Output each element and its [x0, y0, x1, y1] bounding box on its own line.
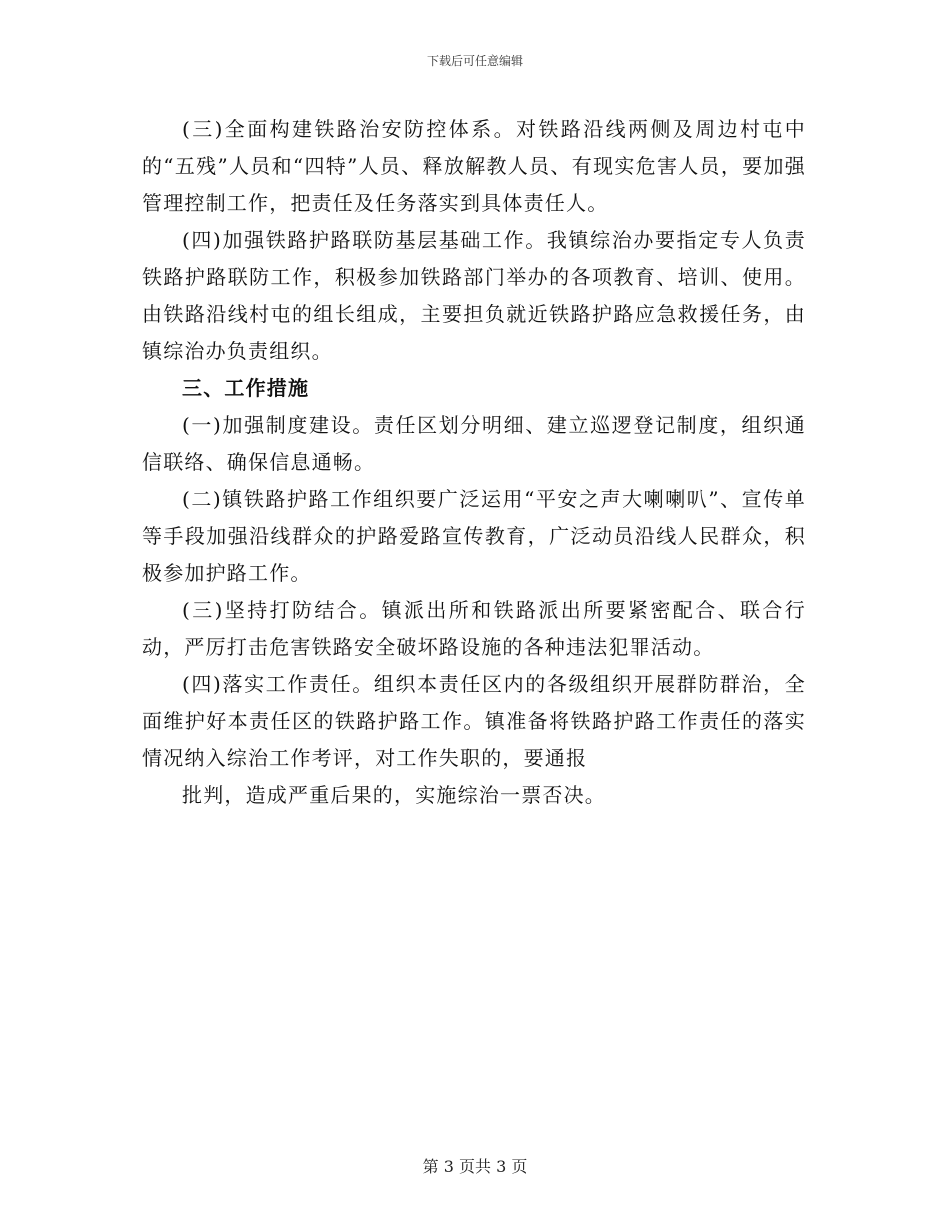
page-number: 第 3 页共 3 页: [422, 1157, 528, 1176]
measure-item-3: (三)坚持打防结合。镇派出所和铁路派出所要紧密配合、联合行动，严厉打击危害铁路安全破坏路设施的各种违法犯罪活动。: [142, 598, 806, 659]
measure-item-4-continued: 批判，造成严重后果的，实施综治一票否决。: [182, 783, 606, 807]
measure-item-1: (一)加强制度建设。责任区划分明细、建立巡逻登记制度，组织通信联络、确保信息通畅。: [142, 413, 806, 474]
measure-item-2: (二)镇铁路护路工作组织要广泛运用“平安之声大喇喇叭”、宣传单等手段加强沿线群众的护路爱路宣传教育，广泛动员沿线人民群众，积极参加护路工作。: [142, 487, 806, 585]
document-body: [142, 111, 806, 814]
measure-item-4: (四)落实工作责任。组织本责任区内的各级组织开展群防群治，全面维护好本责任区的铁路护路工作。镇准备将铁路护路工作责任的落实情况纳入综治工作考评，对工作失职的，要通报: [142, 672, 806, 770]
paragraph-patrol-system: (三)全面构建铁路治安防控体系。对铁路沿线两侧及周边村屯中的“五残”人员和“四特”人员、释放解教人员、有现实危害人员，要加强管理控制工作，把责任及任务落实到具体责任人。: [142, 117, 806, 215]
page-header: 下载后可任意编辑: [426, 54, 523, 68]
paragraph-grassroots-work: (四)加强铁路护路联防基层基础工作。我镇综治办要指定专人负责铁路护路联防工作，积极参加铁路部门举办的各项教育、培训、使用。由铁路沿线村屯的组长组成，主要担负就近铁路护路应急救援任务，由镇综治办负责组织。: [142, 228, 806, 363]
section-heading-measures: 三、工作措施: [182, 376, 310, 400]
